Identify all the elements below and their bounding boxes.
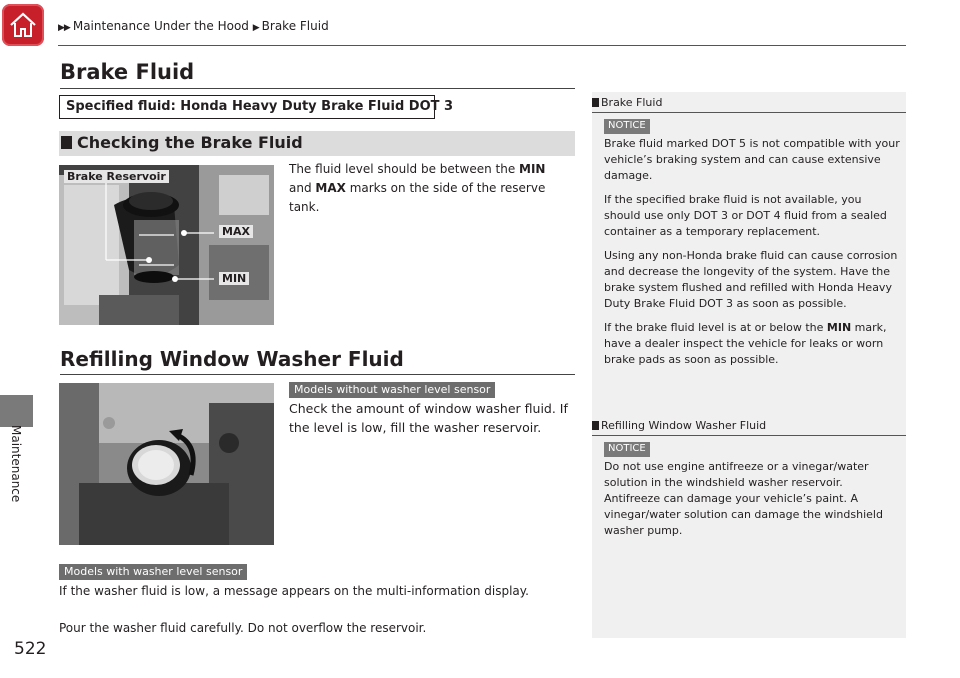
chapter-label: Maintenance [9, 425, 23, 503]
washer-message-text: If the washer fluid is low, a message appears on the multi-information display. [59, 584, 529, 598]
sidebar-brake-notes [604, 136, 900, 376]
brake-note-min-level: If the brake fluid level is at or below the MIN mark, have a dealer inspect the vehicle for leaks or worn brake pads as soon as possible. [604, 321, 887, 366]
breadcrumb-arrow-icon: ▶▶ [58, 23, 70, 33]
specified-fluid-box: Specified fluid: Honda Heavy Duty Brake Fluid DOT 3 [59, 95, 435, 119]
notice-badge: NOTICE [604, 119, 650, 134]
page-number: 522 [14, 639, 47, 659]
sidebar-heading-brake-fluid: Brake Fluid [592, 96, 662, 109]
home-icon [8, 10, 38, 40]
callout-brake-reservoir: Brake Reservoir [64, 170, 169, 183]
note-marker-icon [592, 98, 599, 107]
washer-reservoir-photo [59, 383, 274, 545]
page-title: Brake Fluid [60, 60, 195, 84]
notice-badge: NOTICE [604, 442, 650, 457]
brake-notice-text: Brake fluid marked DOT 5 is not compatible with your vehicle’s braking system and can cause extensive damage. [604, 137, 900, 182]
header-divider [58, 45, 906, 46]
tag-models-without-sensor: Models without washer level sensor [289, 382, 495, 398]
washer-notice-text: Do not use engine antifreeze or a vinegar/water solution in the windshield washer reservoir. Antifreeze can damage your vehicle’s paint. A vinegar/water solution can damage the windshield washer pump. [604, 460, 883, 537]
breadcrumb-arrow-icon: ▶ [252, 23, 259, 33]
title-divider [60, 88, 575, 89]
section-heading-checking-brake-fluid: Checking the Brake Fluid [59, 131, 575, 156]
sidebar-heading-washer-fluid: Refilling Window Washer Fluid [592, 419, 766, 432]
washer-pour-text: Pour the washer fluid carefully. Do not overflow the reservoir. [59, 621, 427, 635]
note-marker-icon [592, 421, 599, 430]
washer-check-text: Check the amount of window washer fluid. If the level is low, fill the washer reservoir. [289, 401, 568, 435]
brake-note-non-honda: Using any non-Honda brake fluid can cause corrosion and decrease the longevity of the system. Have the brake system flushed and refilled with Honda Heavy Duty Brake Fluid DOT 3 as soon as possible. [604, 249, 898, 310]
tag-models-with-sensor: Models with washer level sensor [59, 564, 247, 580]
sidebar-divider [592, 435, 906, 436]
brake-fluid-level-text: The fluid level should be between the MIN and MAX marks on the side of the reserve tank. [289, 162, 546, 214]
breadcrumb-link-maintenance-under-hood[interactable]: Maintenance Under the Hood [72, 19, 249, 33]
section-square-icon [61, 136, 72, 149]
chapter-tab[interactable] [0, 395, 33, 427]
section-divider [60, 374, 575, 375]
callout-max: MAX [219, 225, 253, 238]
brake-note-substitute: If the specified brake fluid is not available, you should use only DOT 3 or DOT 4 fluid from a sealed container as a temporary replacement. [604, 193, 887, 238]
breadcrumb [58, 19, 329, 33]
section-title-washer-fluid: Refilling Window Washer Fluid [60, 347, 404, 371]
callout-min: MIN [219, 272, 249, 285]
sidebar-divider [592, 112, 906, 113]
breadcrumb-current-brake-fluid: Brake Fluid [261, 19, 329, 33]
brake-reservoir-photo [59, 165, 274, 325]
home-button[interactable] [2, 4, 44, 46]
